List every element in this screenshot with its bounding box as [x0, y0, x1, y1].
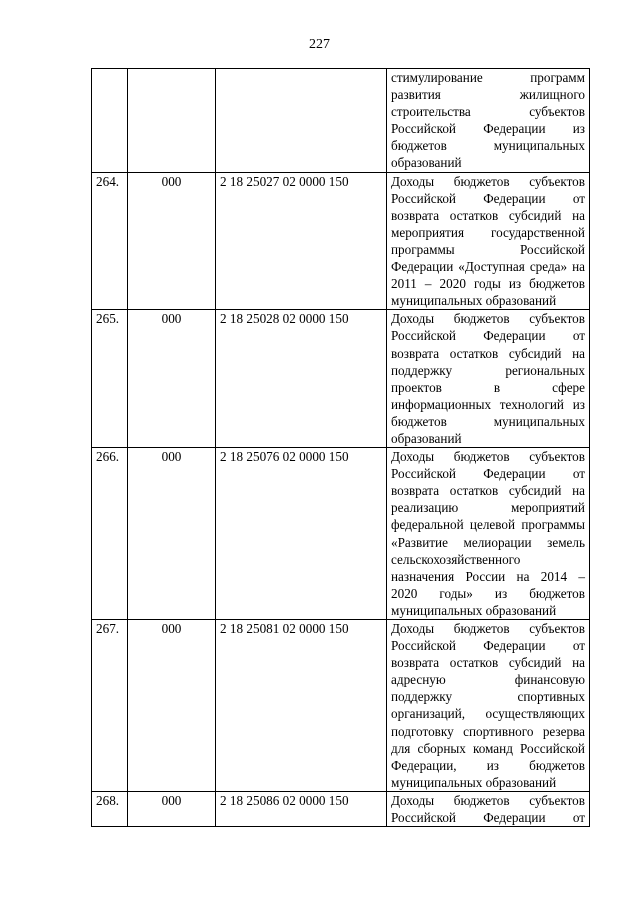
description-line: возврата остатков субсидий на: [391, 655, 585, 671]
description-line: реализацию мероприятий: [391, 500, 585, 516]
description-line: Российской Федерации от: [391, 638, 585, 654]
table-row: [92, 310, 590, 448]
description-line: 2011 – 2020 годы из бюджетов: [391, 276, 585, 292]
description-line: Федерации «Доступная среда» на: [391, 259, 585, 275]
description-line: развития жилищного: [391, 87, 585, 103]
description-line: поддержку спортивных: [391, 689, 585, 705]
description-cell: [387, 620, 590, 792]
description-line: возврата остатков субсидий на: [391, 207, 585, 223]
row-number: 264.: [92, 172, 128, 310]
description-line: муниципальных образований: [391, 293, 557, 309]
description-line: Российской Федерации от: [391, 810, 585, 826]
description-cell: [387, 69, 590, 173]
description-line: муниципальных образований: [391, 602, 557, 618]
description-cell: [387, 172, 590, 310]
description-line: образований: [391, 155, 462, 171]
admin-code: 000: [128, 172, 216, 310]
description-line: Российской Федерации из: [391, 121, 585, 137]
description-line: проектов в сфере: [391, 379, 585, 395]
row-number: 268.: [92, 792, 128, 827]
budget-classification-code: 2 18 25086 02 0000 150: [216, 792, 387, 827]
description-line: возврата остатков субсидий на: [391, 483, 585, 499]
description-line: образований: [391, 430, 462, 446]
description-line: Доходы бюджетов субъектов: [391, 793, 585, 808]
description-line: Российской Федерации от: [391, 466, 585, 482]
row-number-cell: [92, 69, 128, 173]
page-number: 227: [309, 37, 330, 52]
description-line: Федерации, из бюджетов: [391, 757, 585, 773]
description-line: мероприятия государственной: [391, 224, 585, 240]
description-line: бюджетов муниципальных: [391, 413, 585, 429]
description-line: подготовку спортивного резерва: [391, 723, 585, 739]
description-line: информационных технологий из: [391, 396, 585, 412]
description-line: Российской Федерации от: [391, 190, 585, 206]
budget-revenue-table: [91, 68, 590, 827]
description-line: Российской Федерации от: [391, 328, 585, 344]
description-line: «Развитие мелиорации земель: [391, 534, 585, 550]
description-line: бюджетов муниципальных: [391, 138, 585, 154]
budget-code-cell: [216, 69, 387, 173]
table-row-continuation: [92, 69, 590, 173]
table-row: [92, 620, 590, 792]
budget-classification-code: 2 18 25028 02 0000 150: [216, 310, 387, 448]
description-line: возврата остатков субсидий на: [391, 345, 585, 361]
description-line: организаций, осуществляющих: [391, 706, 585, 722]
budget-classification-code: 2 18 25027 02 0000 150: [216, 172, 387, 310]
description-line: сельскохозяйственного: [391, 551, 521, 567]
description-cell: [387, 792, 590, 827]
row-number: 267.: [92, 620, 128, 792]
description-line: для сборных команд Российской: [391, 740, 585, 756]
description-line: Доходы бюджетов субъектов: [391, 311, 585, 327]
description-line: федеральной целевой программы: [391, 517, 585, 533]
admin-code: 000: [128, 448, 216, 620]
description-line: стимулирование программ: [391, 70, 585, 85]
admin-code: 000: [128, 792, 216, 827]
description-cell: [387, 448, 590, 620]
description-line: Доходы бюджетов субъектов: [391, 449, 585, 465]
row-number: 265.: [92, 310, 128, 448]
description-cell: [387, 310, 590, 448]
admin-code-cell: [128, 69, 216, 173]
description-line: адресную финансовую: [391, 672, 585, 688]
budget-classification-code: 2 18 25076 02 0000 150: [216, 448, 387, 620]
description-line: муниципальных образований: [391, 774, 557, 790]
table-row: [92, 172, 590, 310]
table-row: [92, 448, 590, 620]
description-line: строительства субъектов: [391, 104, 585, 120]
budget-classification-code: 2 18 25081 02 0000 150: [216, 620, 387, 792]
description-line: Доходы бюджетов субъектов: [391, 621, 585, 636]
row-number: 266.: [92, 448, 128, 620]
description-line: 2020 годы» из бюджетов: [391, 585, 585, 601]
table-row: [92, 792, 590, 827]
description-line: программы Российской: [391, 241, 585, 257]
description-line: поддержку региональных: [391, 362, 585, 378]
admin-code: 000: [128, 310, 216, 448]
description-line: Доходы бюджетов субъектов: [391, 173, 585, 189]
description-line: назначения России на 2014 –: [391, 568, 585, 584]
admin-code: 000: [128, 620, 216, 792]
